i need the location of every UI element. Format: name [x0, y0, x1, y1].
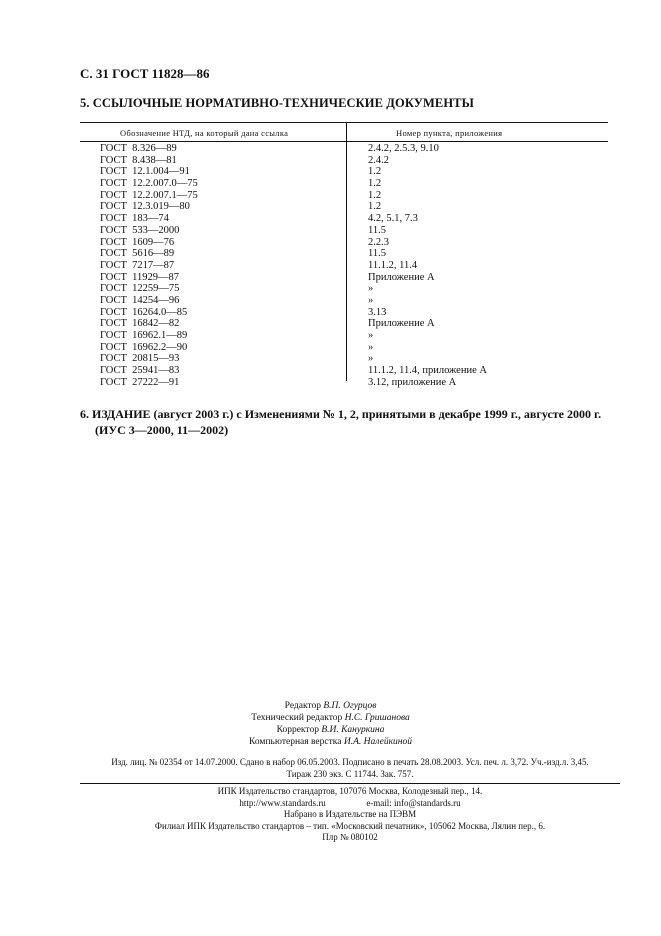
- table-row: [80, 190, 608, 202]
- cell-clause: 11.1.2, 11.4: [368, 259, 418, 271]
- cell-document: ГОСТ 11929—87: [100, 271, 180, 283]
- cell-document: ГОСТ 12.2.007.1—75: [100, 189, 198, 201]
- col-header-document: Обозначение НТД, на который дана ссылка: [120, 128, 289, 138]
- table-row: [80, 365, 608, 377]
- imprint-rule: [80, 783, 620, 784]
- credits-block: [0, 700, 661, 748]
- table-row: [80, 283, 608, 295]
- table-row: [80, 213, 608, 225]
- col-header-clause: Номер пункта, приложения: [396, 128, 503, 138]
- cell-document: ГОСТ 8.326—89: [100, 143, 177, 154]
- cell-clause: 11.5: [368, 248, 386, 260]
- table-header-rule: [80, 141, 608, 142]
- cell-clause: »: [368, 283, 374, 295]
- cell-document: ГОСТ 12.2.007.0—75: [100, 178, 198, 190]
- imprint-email: e-mail: info@standards.ru: [366, 797, 461, 808]
- cell-document: ГОСТ 25941—83: [100, 365, 180, 377]
- imprint-publisher: ИПК Издательство стандартов, 107076 Москва, Колодезный пер., 14.: [217, 786, 483, 796]
- cell-document: ГОСТ 14254—96: [100, 294, 180, 306]
- cell-clause: »: [368, 341, 374, 353]
- table-row: [80, 225, 608, 237]
- cell-clause: Приложение А: [368, 271, 435, 283]
- cell-clause: 2.4.2: [368, 154, 389, 166]
- page-header: С. 31 ГОСТ 11828—86: [80, 66, 210, 81]
- imprint-block: [80, 786, 620, 844]
- editor-role: Редактор: [284, 701, 321, 711]
- cell-clause: 11.1.2, 11.4, приложение А: [368, 365, 487, 377]
- cell-clause: »: [368, 294, 374, 306]
- table-row: [80, 307, 608, 319]
- imprint-contacts: [80, 798, 620, 810]
- cell-document: ГОСТ 27222—91: [100, 376, 180, 388]
- edition-line-1: 6. ИЗДАНИЕ (август 2003 г.) с Изменениями № 1, 2, принятыми в декабре 1999 г., августе 2000 г.: [80, 407, 602, 421]
- cell-document: ГОСТ 16264.0—85: [100, 306, 188, 318]
- table-row: [80, 237, 608, 249]
- cell-clause: »: [368, 353, 374, 365]
- cell-document: ГОСТ 8.438—81: [100, 154, 177, 166]
- cell-document: ГОСТ 5616—89: [100, 248, 175, 260]
- table-row: [80, 143, 608, 155]
- cell-clause: 1.2: [368, 166, 382, 178]
- table-row: [80, 318, 608, 330]
- cell-clause: 2.4.2, 2.5.3, 9.10: [368, 143, 439, 154]
- cell-clause: »: [368, 330, 374, 341]
- table-body: [80, 143, 608, 388]
- table-row: [80, 260, 608, 272]
- corrector-line: [0, 724, 661, 736]
- table-row: [80, 342, 608, 354]
- cell-clause: 4.2, 5.1, 7.3: [368, 213, 418, 225]
- imprint-website: http://www.standards.ru: [239, 797, 326, 808]
- publication-info-line-1: Изд. лиц. № 02354 от 14.07.2000. Сдано в набор 06.05.2003. Подписано в печать 28.08.2003. Усл. печ. л. 3,72. Уч.-изд.л. 3,45.: [111, 757, 589, 767]
- cell-document: ГОСТ 12.3.019—80: [100, 201, 190, 213]
- table-row: [80, 155, 608, 167]
- tech-editor-role: Технический редактор: [251, 713, 343, 723]
- cell-clause: 2.2.3: [368, 236, 389, 248]
- imprint-branch: Филиал ИПК Издательство стандартов – тип. «Московский печатник», 105062 Москва, Лялин пер., 6.: [154, 820, 546, 831]
- cell-document: ГОСТ 12259—75: [100, 283, 180, 295]
- table-row: [80, 353, 608, 365]
- table-row: [80, 178, 608, 190]
- cell-document: ГОСТ 16962.2—90: [100, 341, 188, 353]
- edition-line-2: (ИУС 3—2000, 11—2002): [95, 423, 229, 437]
- table-row: [80, 272, 608, 284]
- cell-clause: 1.2: [368, 201, 382, 213]
- cell-clause: 1.2: [368, 189, 382, 201]
- cell-document: ГОСТ 16842—82: [100, 318, 180, 330]
- cell-document: ГОСТ 533—2000: [100, 224, 180, 236]
- table-row: [80, 377, 608, 389]
- corrector-name: В.И. Кануркина: [321, 725, 385, 735]
- tech-editor-line: [0, 712, 661, 724]
- table-row: [80, 330, 608, 342]
- cell-clause: 3.12, приложение А: [368, 376, 457, 388]
- section-5-title: 5. ССЫЛОЧНЫЕ НОРМАТИВНО-ТЕХНИЧЕСКИЕ ДОКУМЕНТЫ: [80, 96, 474, 110]
- layout-line: [0, 736, 661, 748]
- table-row: [80, 248, 608, 260]
- cell-clause: Приложение А: [368, 318, 435, 330]
- table-row: [80, 201, 608, 213]
- cell-clause: 1.2: [368, 178, 382, 190]
- layout-name: И.А. Налейкиной: [343, 737, 412, 747]
- table-row: [80, 295, 608, 307]
- cell-document: ГОСТ 20815—93: [100, 353, 180, 365]
- imprint-typeset: Набрано в Издательстве на ПЭВМ: [283, 809, 417, 819]
- section-6-edition: [80, 406, 620, 438]
- imprint-license: Плр № 080102: [322, 832, 378, 842]
- table-row: [80, 166, 608, 178]
- publication-info-line-2: Тираж 230 экз. С 11744. Зак. 757.: [286, 769, 414, 779]
- cell-clause: 3.13: [368, 306, 387, 318]
- cell-document: ГОСТ 7217—87: [100, 259, 175, 271]
- editor-line: [0, 700, 661, 712]
- table-top-rule: [80, 122, 608, 123]
- editor-name: В.П. Огурцов: [323, 701, 377, 711]
- cell-document: ГОСТ 183—74: [100, 213, 169, 225]
- corrector-role: Корректор: [276, 725, 319, 735]
- cell-clause: 11.5: [368, 224, 386, 236]
- cell-document: ГОСТ 16962.1—89: [100, 330, 188, 341]
- tech-editor-name: Н.С. Гришанова: [344, 713, 410, 723]
- cell-document: ГОСТ 1609—76: [100, 236, 175, 248]
- layout-role: Компьютерная верстка: [249, 737, 342, 747]
- cell-document: ГОСТ 12.1.004—91: [100, 166, 190, 178]
